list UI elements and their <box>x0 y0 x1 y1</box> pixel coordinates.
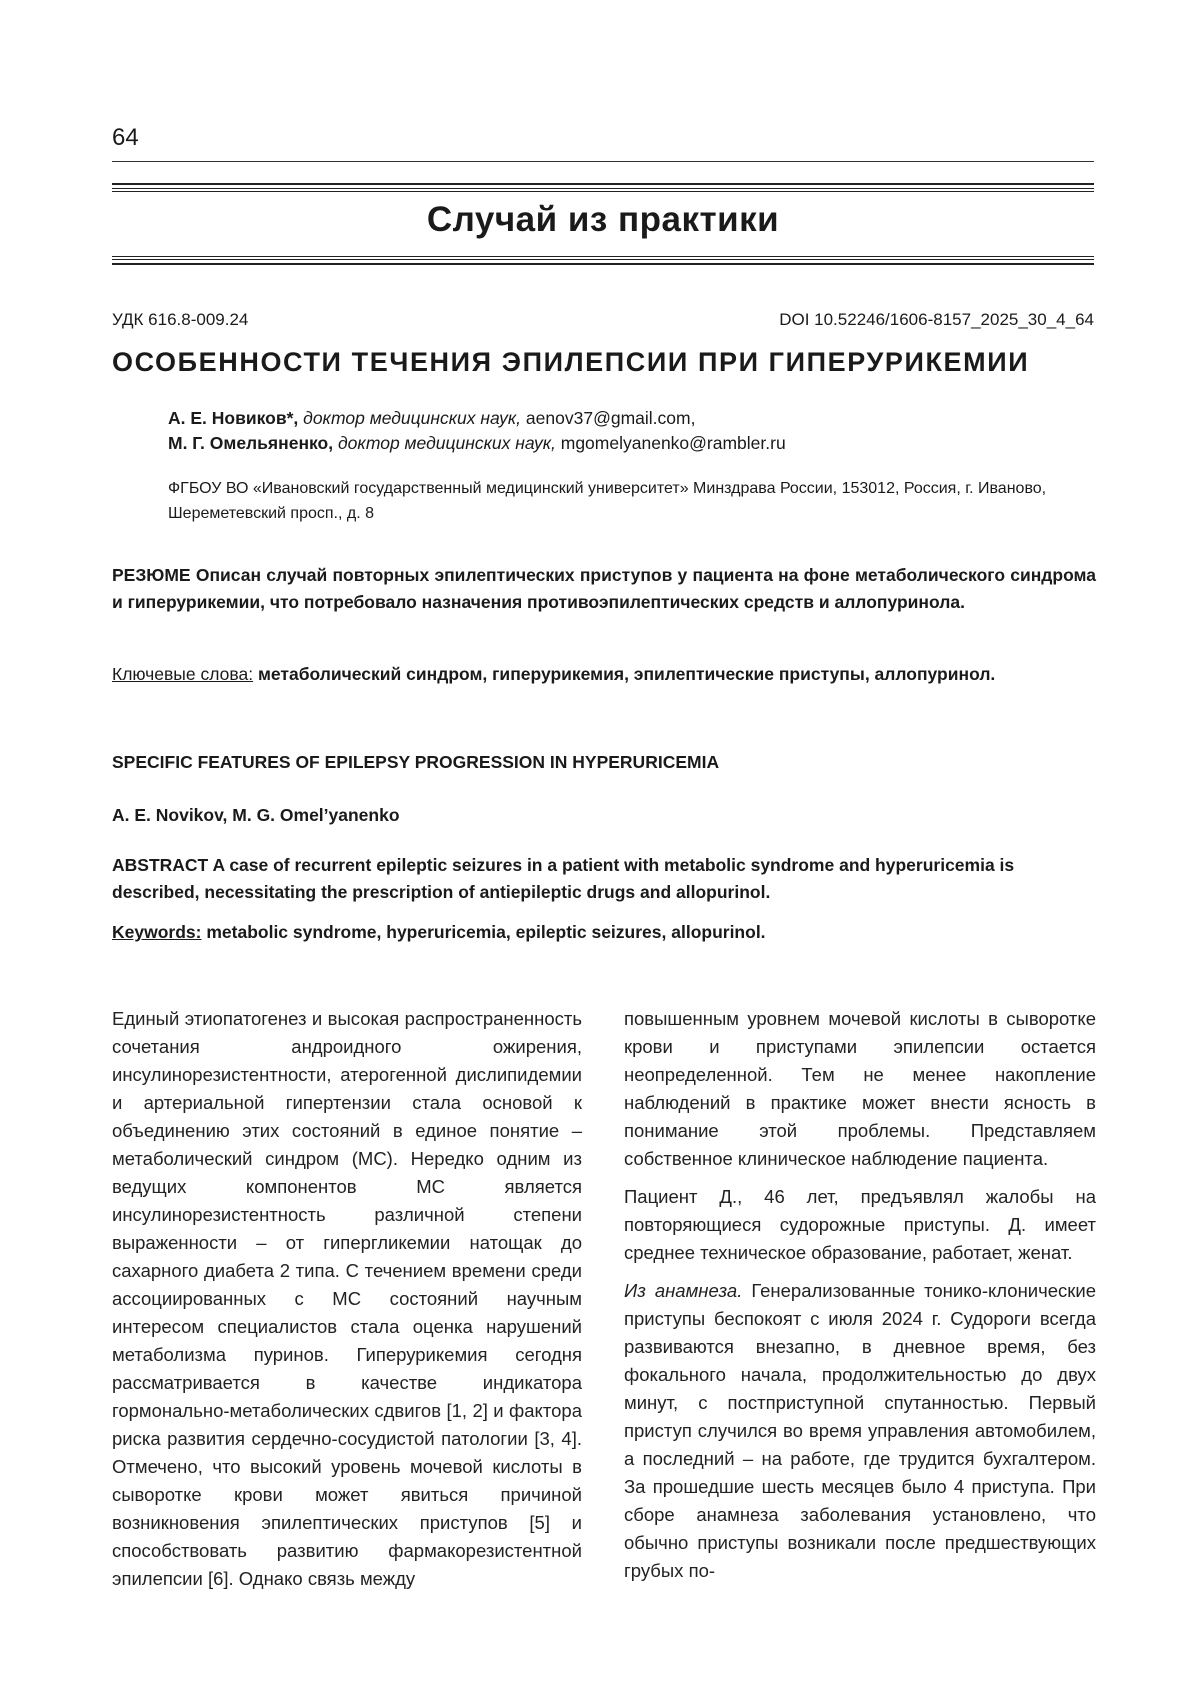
section-header-band <box>112 188 1094 260</box>
paragraph-lead: Из анамнеза. <box>624 1280 743 1301</box>
body-column-left <box>112 1005 582 1603</box>
page-number: 64 <box>112 124 139 151</box>
udc-code: УДК 616.8-009.24 <box>112 310 249 329</box>
abstract-ru-label: РЕЗЮМЕ <box>112 565 191 585</box>
author-degree: доктор медицинских наук, <box>303 408 522 428</box>
abstract-ru <box>112 562 1096 616</box>
authors-block <box>168 406 1094 456</box>
keywords-ru-text: метаболический синдром, гиперурикемия, эпилептические приступы, аллопуринол. <box>257 664 996 684</box>
english-authors: A. E. Novikov, M. G. Omel’yanenko <box>112 805 400 825</box>
body-paragraph: повышенным уровнем мочевой кислоты в сыворотке крови и приступами эпилепсии остается неопределенной. Тем не менее накопление наблюдений в практике может внести ясность в понимание этой проблемы. Представляем собственное клиническое наблюдение пациента. <box>624 1008 1096 1169</box>
keywords-en-text: metabolic syndrome, hyperuricemia, epileptic seizures, allopurinol. <box>206 922 766 942</box>
author-line <box>168 406 1094 431</box>
body-paragraph: Единый этиопатогенез и высокая распространенность сочетания андроидного ожирения, инсулинорезистентности, атерогенной дислипидемии и артериальной гипертензии стала основой к объединению этих состояний в единое понятие – метаболический синдром (МС). Нередко одним из ведущих компонентов МС является инсулинорезистентность различной степени выраженности – от гипергликемии натощак до сахарного диабета 2 типа. С течением времени среди ассоциированных с МС состояний научным интересом специалистов стала оценка нарушений метаболизма пуринов. Гиперурикемия сегодня рассматривается в качестве индикатора гормонально-метаболических сдвигов [1, 2] и фактора риска развития сердечно-сосудистой патологии [3, 4]. Отмечено, что высокий уровень мочевой кислоты в сыворотке крови может явиться причиной возникновения эпилептических приступов [5] и способствовать развитию фармакорезистентной эпилепсии [6]. Однако связь между <box>112 1008 582 1589</box>
body-column-right <box>624 1005 1096 1595</box>
abstract-en-label: ABSTRACT <box>112 855 209 875</box>
paragraph-text: Генерализованные тонико-клонические приступы беспокоят с июля 2024 г. Судороги всегда развиваются внезапно, в дневное время, без фокального начала, продолжительностью до двух минут, с постприступной спутанностью. Первый приступ случился во время управления автомобилем, а последний – на работе, где трудится бухгалтером. За прошедшие шесть месяцев было 4 приступа. При сборе анамнеза заболевания установлено, что обычно приступы возникали после предшествующих грубых по- <box>624 1280 1097 1581</box>
abstract-ru-text: Описан случай повторных эпилептических приступов у пациента на фоне метаболического синдрома и гиперурикемии, что потребовало назначения противоэпилептических средств и аллопуринола. <box>112 565 1096 612</box>
keywords-ru-label: Ключевые слова: <box>112 664 254 684</box>
english-title: SPECIFIC FEATURES OF EPILEPSY PROGRESSION IN HYPERURICEMIA <box>112 752 720 772</box>
abstract-en <box>112 852 1102 906</box>
article-title: ОСОБЕННОСТИ ТЕЧЕНИЯ ЭПИЛЕПСИИ ПРИ ГИПЕРУРИКЕМИИ <box>112 347 1030 377</box>
keywords-en <box>112 922 1096 943</box>
author-line <box>168 431 1094 456</box>
body-paragraph <box>624 1277 1096 1585</box>
abstract-en-text: A case of recurrent epileptic seizures in a patient with metabolic syndrome and hyperuricemia is described, necessitating the prescription of antiepileptic drugs and allopurinol. <box>112 855 1015 902</box>
author-degree: доктор медицинских наук, <box>337 433 556 453</box>
doi: DOI 10.52246/1606-8157_2025_30_4_64 <box>779 310 1094 329</box>
author-name: М. Г. Омельяненко, <box>168 433 334 453</box>
author-name: А. Е. Новиков*, <box>168 408 299 428</box>
author-email: aenov37@gmail.com, <box>525 408 696 428</box>
body-paragraph: Пациент Д., 46 лет, предъявлял жалобы на повторяющиеся судорожные приступы. Д. имеет среднее техническое образование, работает, женат. <box>624 1186 1096 1263</box>
section-title: Случай из практики <box>426 200 780 239</box>
author-email: mgomelyanenko@rambler.ru <box>560 433 786 453</box>
keywords-en-label: Keywords: <box>112 922 202 942</box>
header-divider <box>112 161 1094 162</box>
keywords-ru <box>112 660 1096 688</box>
affiliation: ФГБОУ ВО «Ивановский государственный медицинский университет» Минздрава России, 153012, Россия, г. Иваново, Шереметевский просп., д. 8 <box>168 480 1047 522</box>
